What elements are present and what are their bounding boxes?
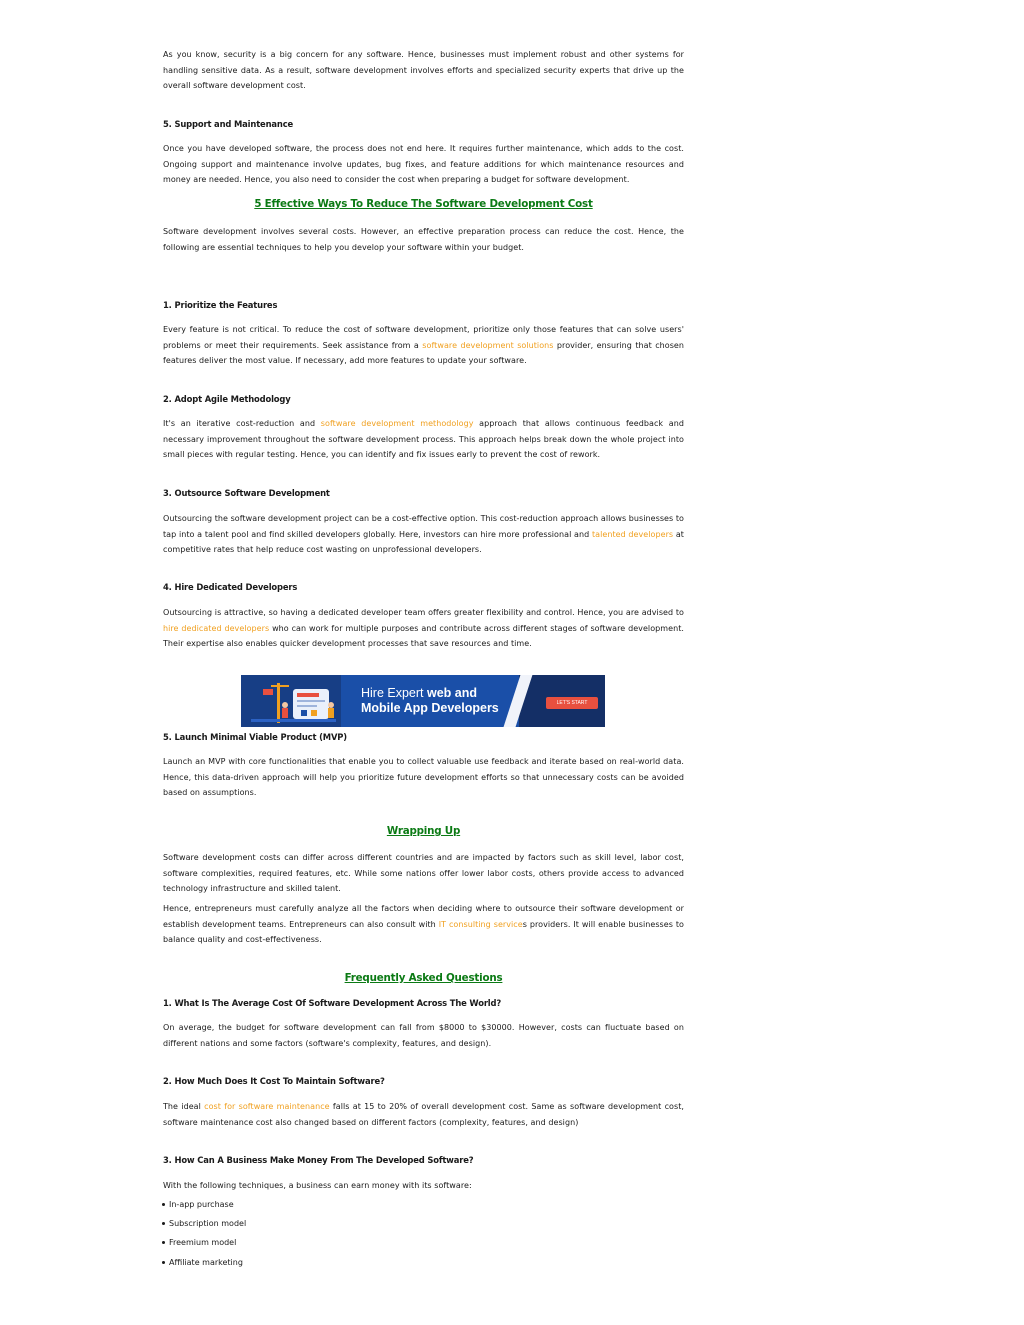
faq-question-3: 3. How Can A Business Make Money From The Developed Software? bbox=[163, 1155, 474, 1165]
prioritize-section bbox=[163, 299, 684, 311]
mvp-paragraph: Launch an MVP with core functionalities that enable you to collect valuable use feedback and iterate based on real-world data. Hence, this data-driven approach will help you prioritize future development efforts so that unnecessary costs can be avoided based on assumptions. bbox=[163, 757, 684, 797]
prioritize-body bbox=[163, 322, 684, 369]
intro-section bbox=[163, 47, 684, 94]
outsource-heading: 3. Outsource Software Development bbox=[163, 488, 330, 498]
talented-developers-link[interactable]: talented developers bbox=[591, 529, 674, 539]
wrapping-section bbox=[163, 825, 684, 838]
wrapping-heading: Wrapping Up bbox=[386, 825, 461, 837]
dedicated-paragraph: Outsourcing is attractive, so having a dedicated developer team offers greater flexibility and control. Hence, you are advised to hire dedicated developers who can work for multiple purposes and contribute across different stages of software development. Their expertise also enables quicker development processes that save resources and time. bbox=[163, 608, 684, 648]
faq-q3-block bbox=[163, 1154, 684, 1166]
ways-body bbox=[163, 224, 684, 255]
monetization-list-block bbox=[163, 1195, 684, 1272]
list-item: Subscription model bbox=[163, 1214, 684, 1233]
mvp-body bbox=[163, 754, 684, 801]
software-development-solutions-link[interactable]: software development solutions bbox=[422, 340, 554, 350]
faq-answer-3: With the following techniques, a business can earn money with its software: bbox=[163, 1181, 472, 1190]
support-heading: 5. Support and Maintenance bbox=[163, 119, 294, 129]
faq-a1-block bbox=[163, 1020, 684, 1051]
support-body bbox=[163, 141, 684, 188]
outsource-section bbox=[163, 487, 684, 499]
faq-a3-block bbox=[163, 1178, 684, 1194]
banner-headline-line1: Hire Expert web and bbox=[361, 686, 478, 700]
faq-q1-block bbox=[163, 997, 684, 1009]
ways-section bbox=[163, 198, 684, 211]
faq-section bbox=[163, 972, 684, 985]
faq-answer-1: On average, the budget for software development can fall from $8000 to $30000. However, costs can fluctuate based on different nations and some factors (software's complexity, features, and design). bbox=[163, 1023, 684, 1048]
dedicated-section bbox=[163, 581, 684, 593]
monetization-list bbox=[163, 1195, 684, 1272]
developer-illustration bbox=[241, 675, 341, 727]
agile-section bbox=[163, 393, 684, 405]
wrapping-body-1 bbox=[163, 850, 684, 897]
agile-body bbox=[163, 416, 684, 463]
lets-start-button[interactable]: LET'S START bbox=[546, 697, 598, 709]
mvp-section bbox=[163, 731, 684, 743]
list-item: Freemium model bbox=[163, 1233, 684, 1252]
it-consulting-services-link[interactable]: IT consulting service bbox=[438, 919, 523, 929]
list-item: In-app purchase bbox=[163, 1195, 684, 1214]
outsource-paragraph: Outsourcing the software development project can be a cost-effective option. This cost-reduction approach allows businesses to tap into a talent pool and find skilled developers globally. Here, investors can hire more professional and talented developers at competitive rates that help reduce cost wasting on unprofessional developers. bbox=[163, 514, 684, 554]
agile-heading: 2. Adopt Agile Methodology bbox=[163, 394, 291, 404]
dedicated-heading: 4. Hire Dedicated Developers bbox=[163, 582, 298, 592]
support-paragraph: Once you have developed software, the process does not end here. It requires further maintenance, which adds to the cost. Ongoing support and maintenance involve updates, bug fixes, and feature additions for which maintenance resources and money are needed. Hence, you also need to consider the cost when preparing a budget for software development. bbox=[163, 144, 684, 184]
outsource-body bbox=[163, 511, 684, 558]
banner-headline-line2: Mobile App Developers bbox=[361, 701, 499, 715]
software-development-methodology-link[interactable]: software development methodology bbox=[320, 419, 474, 428]
faq-question-1: 1. What Is The Average Cost Of Software Development Across The World? bbox=[163, 998, 502, 1008]
faq-question-2: 2. How Much Does It Cost To Maintain Software? bbox=[163, 1076, 385, 1086]
agile-paragraph: It's an iterative cost-reduction and software development methodology approach that allows continuous feedback and necessary improvement throughout the software development process. This approach helps break down the whole project into small pieces with regular testing. Hence, you can identify and fix issues early to prevent the cost of rework. bbox=[163, 419, 684, 459]
mvp-heading: 5. Launch Minimal Viable Product (MVP) bbox=[163, 732, 347, 742]
list-item: Affiliate marketing bbox=[163, 1253, 684, 1272]
hire-dedicated-developers-link[interactable]: hire dedicated developers bbox=[163, 623, 270, 633]
support-section bbox=[163, 118, 684, 130]
security-paragraph: As you know, security is a big concern for any software. Hence, businesses must implement robust and other systems for handling sensitive data. As a result, software development involves efforts and specialized security experts that drive up the overall software development cost. bbox=[163, 50, 684, 90]
ways-paragraph: Software development involves several costs. However, an effective preparation process can reduce the cost. Hence, the following are essential techniques to help you develop your software within your budget. bbox=[163, 227, 684, 252]
ways-heading: 5 Effective Ways To Reduce The Software Development Cost bbox=[254, 198, 593, 210]
faq-a2-block bbox=[163, 1099, 684, 1130]
prioritize-paragraph: Every feature is not critical. To reduce the cost of software development, prioritize only those features that can solve users' problems or meet their requirements. Seek assistance from a software development solutions provider, ensuring that chosen features deliver the most value. If necessary, add more features to update your software. bbox=[163, 325, 685, 365]
hire-developers-banner[interactable] bbox=[241, 675, 605, 727]
faq-heading: Frequently Asked Questions bbox=[344, 972, 503, 984]
cost-for-software-maintenance-link[interactable]: cost for software maintenance bbox=[204, 1102, 330, 1111]
wrapping-paragraph-1: Software development costs can differ across different countries and are impacted by factors such as skill level, labor cost, software complexities, required features, etc. While some nations offer lower labor costs, others provide access to advanced technology infrastructure and skilled talent. bbox=[163, 853, 684, 893]
wrapping-paragraph-2: Hence, entrepreneurs must carefully analyze all the factors when deciding where to outsource their software development or establish development teams. Entrepreneurs can also consult with IT consulting services providers. It will enable businesses to balance quality and cost-effectiveness. bbox=[163, 904, 684, 944]
prioritize-heading: 1. Prioritize the Features bbox=[163, 300, 278, 310]
team-illustration-icon bbox=[241, 675, 341, 727]
wrapping-body-2 bbox=[163, 901, 684, 948]
faq-q2-block bbox=[163, 1075, 684, 1087]
faq-answer-2: The ideal cost for software maintenance falls at 15 to 20% of overall development cost. Same as software development cost, software maintenance cost also changed based on different factors (complexity, features, and design) bbox=[163, 1102, 684, 1127]
dedicated-body bbox=[163, 605, 684, 652]
